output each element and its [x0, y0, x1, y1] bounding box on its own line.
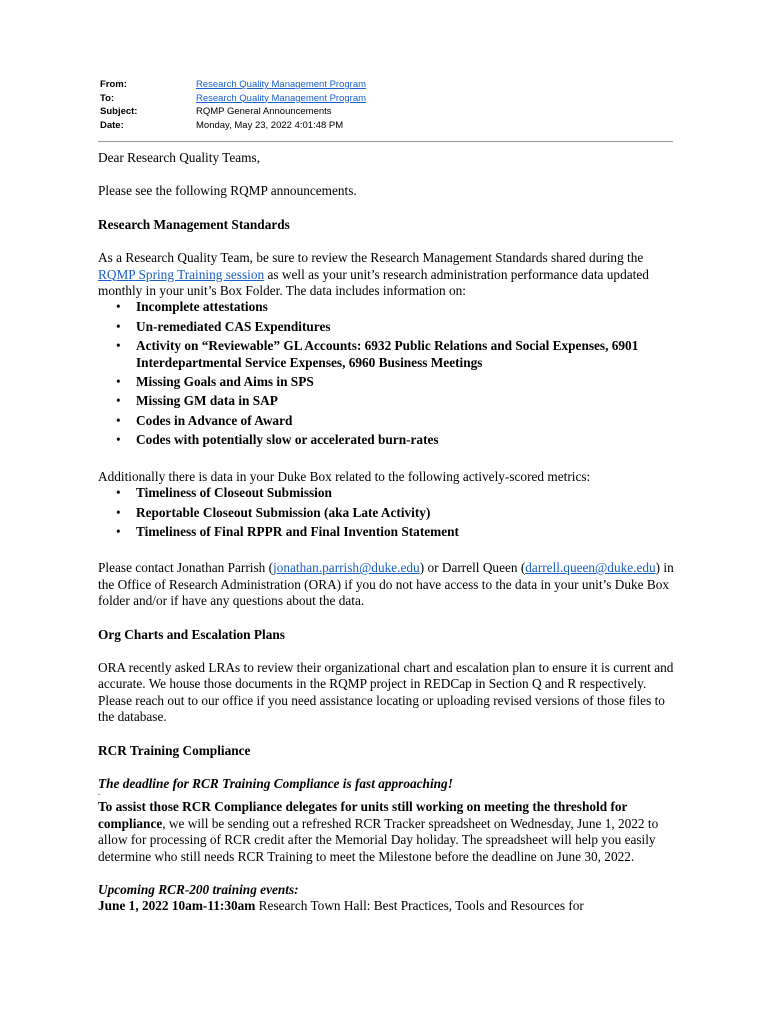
rcr-assist-paragraph: To assist those RCR Compliance delegates for units still working on meeting the threshold for compliance, we will be sending out a refreshed RCR Tracker spreadsheet on Wednesday, June 1, 2022 to allow for processing of RCR credit after the Memorial Day holiday. The spreadsheet will help you easily determine who still needs RCR Training to meet the Milestone before the deadline on June 30, 2022.: [98, 799, 659, 864]
subject-row: [100, 105, 673, 119]
standards-text-a: As a Research Quality Team, be sure to review the Research Management Standards shared during the: [98, 250, 644, 266]
list-item: • Missing Goals and Aims in SPS: [116, 374, 314, 390]
bullet-icon: •: [116, 432, 121, 448]
bullet-icon: •: [116, 299, 121, 315]
bullet-icon: •: [116, 338, 121, 354]
section-heading-org-charts: Org Charts and Escalation Plans: [98, 626, 285, 642]
bullet-icon: •: [116, 318, 121, 334]
date-value: Monday, May 23, 2022 4:01:48 PM: [196, 119, 344, 131]
date-label: Date:: [100, 119, 124, 131]
bullet-icon: •: [116, 504, 121, 520]
bullet-icon: •: [116, 485, 121, 501]
from-row: [100, 78, 673, 92]
list-item: • Un-remediated CAS Expenditures: [116, 318, 331, 334]
greeting: Dear Research Quality Teams,: [98, 150, 261, 165]
header-divider: [98, 141, 673, 142]
section-heading-rcr: RCR Training Compliance: [98, 742, 251, 758]
to-link[interactable]: Research Quality Management Program: [196, 92, 367, 104]
list-item: • Codes with potentially slow or accelerated burn-rates: [116, 432, 439, 448]
list-item: • Missing GM data in SAP: [116, 393, 278, 409]
standards-list: [98, 299, 678, 448]
bullet-icon: •: [116, 523, 121, 539]
section-heading-standards: Research Management Standards: [98, 216, 290, 232]
list-item: • Activity on “Reviewable” GL Accounts: 6932 Public Relations and Social Expenses, 6901 Interdepartmental Service Expenses, 6960 Business Meetings: [116, 338, 639, 370]
bullet-icon: •: [116, 374, 121, 390]
list-item: • Timeliness of Final RPPR and Final Invention Statement: [116, 523, 459, 539]
event-line: June 1, 2022 10am-11:30am Research Town Hall: Best Practices, Tools and Resources for: [98, 898, 584, 914]
spring-training-link[interactable]: RQMP Spring Training session: [98, 266, 265, 282]
list-item: • Codes in Advance of Award: [116, 412, 293, 428]
from-link[interactable]: Research Quality Management Program: [196, 79, 367, 90]
subject-value: RQMP General Announcements: [196, 106, 332, 117]
additional-data-paragraph: Additionally there is data in your Duke Box related to the following actively-scored metrics:: [98, 468, 591, 484]
standards-paragraph: [98, 250, 678, 299]
org-charts-paragraph: ORA recently asked LRAs to review their organizational chart and escalation plan to ensure it is current and accurate. We house those documents in the RQMP project in REDCap in Section Q and R respectively. Please reach out to our office if you need assistance locating or uploading revised versions of those files to the database.: [98, 659, 674, 725]
list-item: • Timeliness of Closeout Submission: [116, 485, 332, 501]
upcoming-events-heading: Upcoming RCR-200 training events:: [98, 882, 299, 897]
bullet-icon: •: [116, 393, 121, 409]
intro-paragraph: Please see the following RQMP announcements.: [98, 183, 357, 199]
queen-email-link[interactable]: darrell.queen@duke.edu: [525, 560, 656, 576]
metrics-list: [98, 485, 678, 540]
list-item: • Reportable Closeout Submission (aka Late Activity): [116, 504, 431, 520]
from-label: From:: [100, 79, 127, 90]
email-header: [100, 78, 673, 132]
contact-paragraph: Please contact Jonathan Parrish (jonathan.parrish@duke.edu) or Darrell Queen (darrell.queen@duke.edu) in the Office of Research Administration (ORA) if you do not have access to the data in your unit’s Duke Box folder and/or if have any questions about the data.: [98, 560, 674, 609]
to-label: To:: [100, 92, 115, 104]
standards-text-b: as well as your unit’s research administration performance data updated monthly in your unit’s Box Folder. The data includes information on:: [98, 266, 649, 299]
parrish-email-link[interactable]: jonathan.parrish@duke.edu: [273, 560, 420, 576]
subject-label: Subject:: [100, 106, 138, 117]
date-row: [100, 119, 673, 133]
to-row: [100, 92, 673, 106]
email-body: [98, 150, 678, 915]
bullet-icon: •: [116, 412, 121, 428]
separator-dash: -: [98, 792, 100, 799]
list-item: • Incomplete attestations: [116, 299, 268, 315]
rcr-deadline-notice: The deadline for RCR Training Compliance is fast approaching!: [98, 775, 453, 791]
